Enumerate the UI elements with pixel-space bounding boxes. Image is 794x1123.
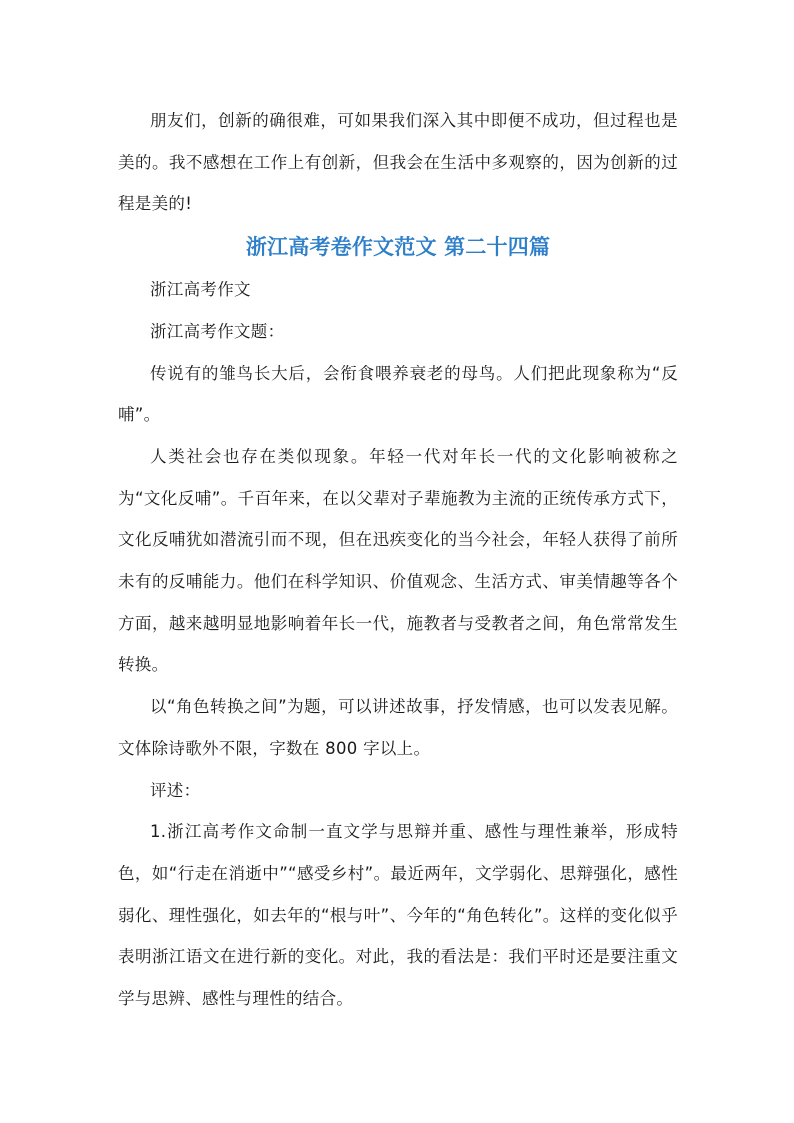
prompt-paragraph-2: 人类社会也存在类似现象。年轻一代对年长一代的文化影响被称之为“文化反哺”。千百年来，在以父辈对子辈施教为主流的正统传承方式下，文化反哺犹如潜流引而不现，但在迅疾变化的当今社会，年轻人获得了前所未有的反哺能力。他们在科学知识、价值观念、生活方式、审美情趣等各个方面，越来越明显地影响着年长一代，施教者与受教者之间，角色常常发生转换。 (118, 446, 678, 675)
essay-label-paragraph: 浙江高考作文 (150, 280, 251, 300)
commentary-label-paragraph: 评述： (150, 780, 201, 800)
commentary-paragraph-1: 1.浙江高考作文命制一直文学与思辩并重、感性与理性兼举，形成特色，如“行走在消逝中”“感受乡村”。最近两年，文学弱化、思辩强化，感性弱化、理性强化，如去年的“根与叶”、今年的“角色转化”。这样的变化似乎表明浙江语文在进行新的变化。对此，我的看法是：我们平时还是要注重文学与思辨、感性与理性的结合。 (118, 822, 678, 1009)
prompt-paragraph-1: 传说有的雏鸟长大后，会衔食喂养衰老的母鸟。人们把此现象称为“反哺”。 (118, 363, 678, 425)
prompt-paragraph-3: 以“角色转换之间”为题，可以讲述故事，抒发情感，也可以发表见解。文体除诗歌外不限，字数在 800 字以上。 (118, 697, 678, 758)
intro-paragraph: 朋友们，创新的确很难，可如果我们深入其中即便不成功，但过程也是美的。我不感想在工作上有创新，但我会在生活中多观察的，因为创新的过程是美的! (118, 111, 678, 214)
essay-prompt-label-paragraph: 浙江高考作文题： (150, 321, 285, 341)
document-body (118, 100, 678, 1020)
section-heading: 浙江高考卷作文范文 第二十四篇 (245, 235, 551, 260)
